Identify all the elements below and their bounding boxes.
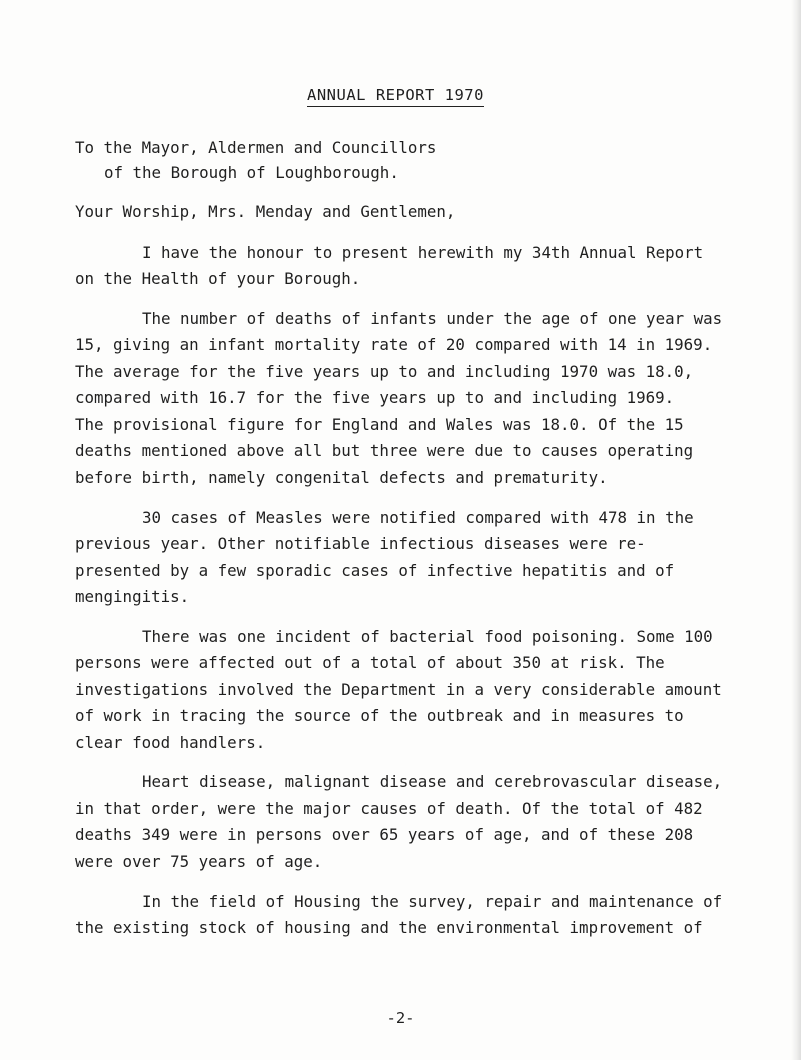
para2-line-3: The average for the five years up to and including 1970 was 18.0,	[75, 362, 694, 381]
para5-line-2: in that order, were the major causes of death. Of the total of 482	[75, 799, 703, 818]
address-line-2: of the Borough of Loughborough.	[104, 163, 399, 182]
para4-line-4: of work in tracing the source of the outbreak and in measures to	[75, 706, 684, 725]
para5-line-1: Heart disease, malignant disease and cerebrovascular disease,	[142, 772, 723, 791]
para6-line-1: In the field of Housing the survey, repair and maintenance of	[142, 892, 723, 911]
para4-line-1: There was one incident of bacterial food poisoning. Some 100	[142, 627, 713, 646]
para2-line-1: The number of deaths of infants under the age of one year was	[142, 309, 723, 328]
para3-line-2: previous year. Other notifiable infectious diseases were re-	[75, 534, 646, 553]
para6-line-2: the existing stock of housing and the environmental improvement of	[75, 918, 703, 937]
para2-line-6: deaths mentioned above all but three were due to causes operating	[75, 441, 694, 460]
para2-line-7: before birth, namely congenital defects and prematurity.	[75, 468, 608, 487]
para2-line-5: The provisional figure for England and Wales was 18.0. Of the 15	[75, 415, 684, 434]
page-edge-shadow	[791, 0, 801, 1060]
para4-line-3: investigations involved the Department in a very considerable amount	[75, 680, 722, 699]
para5-line-3: deaths 349 were in persons over 65 years of age, and of these 208	[75, 825, 694, 844]
address-line-1: To the Mayor, Aldermen and Councillors	[75, 138, 437, 157]
para1-line-2: on the Health of your Borough.	[75, 269, 361, 288]
para5-line-4: were over 75 years of age.	[75, 852, 323, 871]
para3-line-4: mengingitis.	[75, 587, 190, 606]
para3-line-1: 30 cases of Measles were notified compared with 478 in the	[142, 508, 694, 527]
para3-line-3: presented by a few sporadic cases of infective hepatitis and of	[75, 561, 675, 580]
page-number: -2-	[386, 1009, 415, 1027]
para4-line-2: persons were affected out of a total of about 350 at risk. The	[75, 653, 665, 672]
greeting-line: Your Worship, Mrs. Menday and Gentlemen,	[75, 202, 456, 221]
para4-line-5: clear food handlers.	[75, 733, 266, 752]
report-title	[0, 86, 801, 107]
para2-line-4: compared with 16.7 for the five years up to and including 1969.	[75, 388, 675, 407]
para1-line-1: I have the honour to present herewith my 34th Annual Report	[142, 243, 704, 262]
para2-line-2: 15, giving an infant mortality rate of 20 compared with 14 in 1969.	[75, 335, 713, 354]
report-title-text: ANNUAL REPORT 1970	[307, 86, 484, 107]
